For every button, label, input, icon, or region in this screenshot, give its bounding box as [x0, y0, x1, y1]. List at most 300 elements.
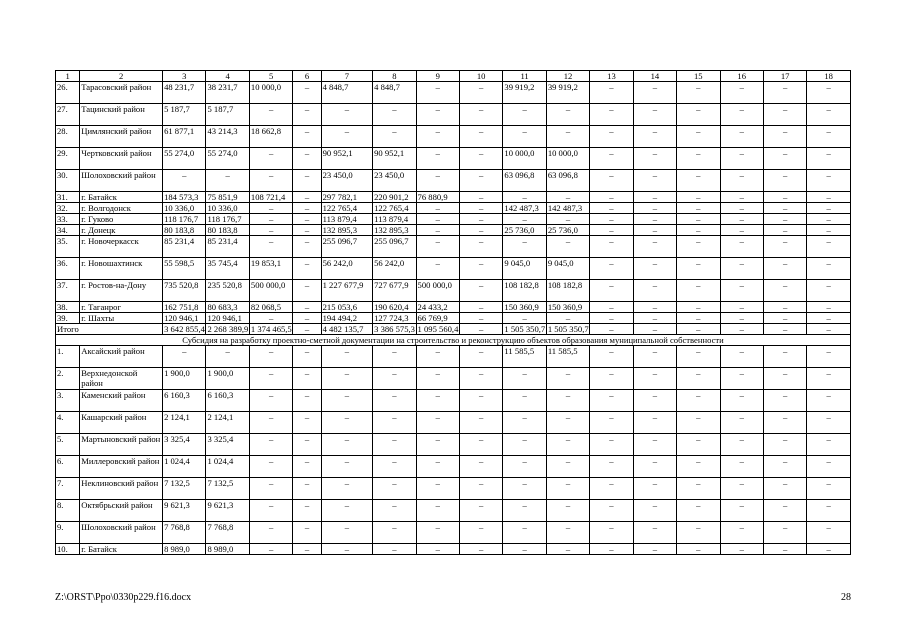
value-cell: – — [546, 192, 589, 203]
value-cell: – — [321, 500, 373, 522]
value-cell: – — [720, 225, 763, 236]
row-index: 32. — [56, 203, 80, 214]
value-cell: 85 231,4 — [163, 236, 206, 258]
value-cell: – — [590, 148, 633, 170]
value-cell: – — [416, 456, 459, 478]
value-cell: – — [459, 214, 502, 225]
value-cell: – — [677, 236, 720, 258]
value-cell: – — [807, 104, 851, 126]
territory-name: г. Батайск — [80, 544, 163, 555]
value-cell: – — [163, 170, 206, 192]
territory-name: г. Донецк — [80, 225, 163, 236]
value-cell: – — [807, 346, 851, 368]
value-cell: – — [293, 346, 321, 368]
value-cell: 132 895,3 — [321, 225, 373, 236]
value-cell: – — [321, 456, 373, 478]
value-cell: – — [633, 225, 676, 236]
value-cell: 1 095 560,4 — [417, 324, 459, 334]
value-cell: – — [807, 478, 851, 500]
value-cell: – — [633, 170, 676, 192]
value-cell: – — [503, 456, 546, 478]
value-cell: – — [321, 390, 373, 412]
territory-name: г. Новошахтинск — [80, 258, 163, 280]
value-cell: 10 000,0 — [249, 82, 292, 104]
column-number: 16 — [720, 71, 763, 82]
value-cell: – — [503, 544, 546, 555]
row-index: 6. — [56, 456, 80, 478]
table-row — [56, 522, 851, 544]
row-index: 8. — [56, 500, 80, 522]
value-cell: – — [633, 302, 676, 313]
value-cell: – — [249, 478, 292, 500]
value-cell: 118 176,7 — [206, 214, 249, 225]
value-cell: 6 160,3 — [206, 390, 249, 412]
value-cell: – — [807, 170, 851, 192]
value-cell: – — [590, 225, 633, 236]
row-index: 28. — [56, 126, 80, 148]
column-number: 5 — [249, 71, 292, 82]
column-number: 18 — [807, 71, 851, 82]
value-cell: – — [720, 456, 763, 478]
value-cell: 6 160,3 — [163, 390, 206, 412]
value-cell: – — [763, 500, 806, 522]
value-cell: – — [293, 434, 321, 456]
value-cell: 35 745,4 — [206, 258, 249, 280]
value-cell: 76 880,9 — [416, 192, 459, 203]
value-cell: 56 242,0 — [373, 258, 416, 280]
value-cell: – — [249, 225, 292, 236]
value-cell: – — [293, 302, 321, 313]
value-cell: – — [807, 500, 851, 522]
value-cell: – — [416, 104, 459, 126]
value-cell: 18 662,8 — [249, 126, 292, 148]
value-cell: 120 946,1 — [163, 313, 206, 324]
value-cell: – — [677, 225, 720, 236]
value-cell: – — [763, 126, 806, 148]
column-number: 2 — [80, 71, 163, 82]
table-row — [56, 500, 851, 522]
value-cell: – — [590, 170, 633, 192]
value-cell: – — [459, 390, 502, 412]
value-cell: 7 132,5 — [163, 478, 206, 500]
value-cell: – — [763, 104, 806, 126]
value-cell: – — [321, 434, 373, 456]
value-cell: – — [293, 203, 321, 214]
value-cell: 63 096,8 — [503, 170, 546, 192]
value-cell: 108 182,8 — [546, 280, 589, 302]
value-cell: – — [807, 390, 851, 412]
value-cell: – — [807, 280, 851, 302]
value-cell: – — [590, 126, 633, 148]
value-cell: – — [321, 346, 373, 368]
value-cell: 9 621,3 — [206, 500, 249, 522]
value-cell: – — [677, 82, 720, 104]
value-cell: – — [249, 203, 292, 214]
value-cell: – — [590, 412, 633, 434]
value-cell: – — [321, 478, 373, 500]
value-cell: – — [373, 544, 416, 555]
value-cell: – — [720, 258, 763, 280]
value-cell: – — [293, 170, 321, 192]
value-cell: 150 360,9 — [503, 302, 546, 313]
territory-name: Шолоховский район — [80, 170, 163, 192]
value-cell: 23 450,0 — [373, 170, 416, 192]
value-cell: 190 620,4 — [373, 302, 416, 313]
value-cell: – — [503, 368, 546, 390]
value-cell: – — [503, 214, 546, 225]
value-cell: – — [720, 390, 763, 412]
value-cell: – — [459, 148, 502, 170]
value-cell: – — [249, 434, 292, 456]
column-number: 15 — [677, 71, 720, 82]
value-cell: – — [503, 390, 546, 412]
value-cell: 3 325,4 — [163, 434, 206, 456]
value-cell: – — [416, 236, 459, 258]
value-cell: – — [720, 148, 763, 170]
value-cell: – — [503, 412, 546, 434]
table-row — [56, 192, 851, 203]
value-cell: 1 374 465,5 — [250, 324, 292, 334]
territory-name: Тарасовский район — [80, 82, 163, 104]
value-cell: – — [807, 368, 851, 390]
territory-name: Октябрьский район — [80, 500, 163, 522]
value-cell: – — [677, 456, 720, 478]
value-cell: – — [293, 412, 321, 434]
value-cell: 43 214,3 — [206, 126, 249, 148]
value-cell: – — [293, 258, 321, 280]
value-cell: – — [633, 478, 676, 500]
value-cell: – — [807, 302, 851, 313]
value-cell: – — [416, 225, 459, 236]
value-cell: – — [720, 203, 763, 214]
value-cell: – — [416, 82, 459, 104]
value-cell: 9 045,0 — [546, 258, 589, 280]
value-cell: – — [763, 456, 806, 478]
value-cell: – — [416, 368, 459, 390]
value-cell: 255 096,7 — [321, 236, 373, 258]
value-cell: – — [459, 522, 502, 544]
value-cell: – — [459, 170, 502, 192]
value-cell: – — [459, 258, 502, 280]
value-cell: 1 024,4 — [163, 456, 206, 478]
row-index: 9. — [56, 522, 80, 544]
value-cell: – — [720, 302, 763, 313]
value-cell: – — [677, 214, 720, 225]
table-row — [56, 170, 851, 192]
value-cell: 122 765,4 — [373, 203, 416, 214]
value-cell: – — [459, 104, 502, 126]
column-number: 10 — [459, 71, 502, 82]
value-cell: – — [546, 456, 589, 478]
value-cell: – — [293, 280, 321, 302]
value-cell: 142 487,3 — [503, 203, 546, 214]
value-cell: – — [807, 544, 851, 555]
value-cell: – — [459, 203, 502, 214]
value-cell: – — [459, 313, 502, 324]
value-cell: – — [720, 346, 763, 368]
value-cell: – — [373, 456, 416, 478]
column-number: 7 — [321, 71, 373, 82]
value-cell: – — [633, 148, 676, 170]
value-cell: – — [416, 434, 459, 456]
value-cell: – — [293, 148, 321, 170]
value-cell: – — [763, 390, 806, 412]
value-cell: – — [807, 434, 851, 456]
column-number: 9 — [416, 71, 459, 82]
value-cell: – — [459, 544, 502, 555]
value-cell: – — [633, 368, 676, 390]
table-row — [56, 126, 851, 148]
row-index: 34. — [56, 225, 80, 236]
value-cell: – — [807, 203, 851, 214]
value-cell: – — [720, 544, 763, 555]
value-cell: 80 183,8 — [206, 225, 249, 236]
value-cell: – — [763, 214, 806, 225]
value-cell: – — [546, 126, 589, 148]
value-cell: – — [163, 346, 206, 368]
value-cell: – — [720, 522, 763, 544]
row-index: 30. — [56, 170, 80, 192]
value-cell: – — [677, 126, 720, 148]
value-cell: 10 336,0 — [163, 203, 206, 214]
value-cell: – — [677, 500, 720, 522]
value-cell: 120 946,1 — [206, 313, 249, 324]
header-row — [56, 71, 851, 82]
column-number: 3 — [163, 71, 206, 82]
value-cell: – — [633, 236, 676, 258]
value-cell: – — [321, 126, 373, 148]
table-row — [56, 478, 851, 500]
value-cell: – — [206, 346, 249, 368]
value-cell: 113 879,4 — [373, 214, 416, 225]
value-cell: – — [416, 412, 459, 434]
territory-name: г. Новочеркасск — [80, 236, 163, 258]
value-cell: – — [373, 478, 416, 500]
total-label: Итого — [56, 324, 163, 335]
value-cell: – — [459, 456, 502, 478]
value-cell: – — [416, 478, 459, 500]
value-cell: 162 751,8 — [163, 302, 206, 313]
value-cell: – — [763, 522, 806, 544]
value-cell: 2 268 389,9 — [207, 324, 249, 334]
value-cell: – — [249, 522, 292, 544]
value-cell: – — [633, 412, 676, 434]
value-cell: – — [546, 478, 589, 500]
value-cell: – — [503, 126, 546, 148]
value-cell: – — [373, 522, 416, 544]
value-cell: 11 585,5 — [503, 346, 546, 368]
value-cell: 80 183,8 — [163, 225, 206, 236]
territory-name: Миллеровский район — [80, 456, 163, 478]
value-cell: 55 274,0 — [163, 148, 206, 170]
value-cell: – — [677, 192, 720, 203]
value-cell: – — [249, 148, 292, 170]
value-cell: – — [293, 544, 321, 555]
value-cell: – — [633, 522, 676, 544]
value-cell: 82 068,5 — [249, 302, 292, 313]
value-cell: 39 919,2 — [546, 82, 589, 104]
value-cell: – — [590, 368, 633, 390]
value-cell: 215 053,6 — [321, 302, 373, 313]
value-cell: – — [590, 82, 633, 104]
table-row — [56, 390, 851, 412]
value-cell: – — [763, 203, 806, 214]
value-cell: – — [459, 434, 502, 456]
value-cell: – — [677, 478, 720, 500]
value-cell: 9 045,0 — [503, 258, 546, 280]
row-index: 2. — [56, 368, 80, 390]
value-cell: – — [546, 313, 589, 324]
value-cell: 127 724,3 — [373, 313, 416, 324]
value-cell: 142 487,3 — [546, 203, 589, 214]
value-cell: – — [293, 500, 321, 522]
table-row — [56, 313, 851, 324]
value-cell: – — [677, 148, 720, 170]
row-index: 5. — [56, 434, 80, 456]
value-cell: – — [249, 214, 292, 225]
value-cell: 56 242,0 — [321, 258, 373, 280]
table-row — [56, 434, 851, 456]
table-row — [56, 148, 851, 170]
value-cell: 220 901,2 — [373, 192, 416, 203]
row-index: 7. — [56, 478, 80, 500]
value-cell: – — [206, 170, 249, 192]
territory-name: г. Волгодонск — [80, 203, 163, 214]
value-cell: – — [546, 544, 589, 555]
value-cell: – — [633, 456, 676, 478]
value-cell: – — [720, 500, 763, 522]
value-cell: 5 187,7 — [206, 104, 249, 126]
value-cell: 8 989,0 — [206, 544, 249, 555]
value-cell: 1 505 350,7 — [547, 324, 589, 334]
row-index: 4. — [56, 412, 80, 434]
value-cell: – — [763, 478, 806, 500]
value-cell: – — [249, 346, 292, 368]
value-cell: 1 900,0 — [206, 368, 249, 390]
value-cell: – — [373, 126, 416, 148]
value-cell: – — [459, 368, 502, 390]
value-cell: 4 848,7 — [373, 82, 416, 104]
value-cell: – — [677, 412, 720, 434]
value-cell: – — [293, 324, 321, 335]
value-cell: – — [590, 522, 633, 544]
value-cell: 108 721,4 — [249, 192, 292, 203]
value-cell: – — [321, 368, 373, 390]
value-cell: 9 621,3 — [163, 500, 206, 522]
value-cell: – — [677, 170, 720, 192]
value-cell: – — [763, 346, 806, 368]
value-cell: – — [459, 82, 502, 104]
table-row — [56, 456, 851, 478]
value-cell: – — [373, 412, 416, 434]
value-cell: – — [249, 544, 292, 555]
row-index: 27. — [56, 104, 80, 126]
value-cell: – — [763, 258, 806, 280]
value-cell: – — [720, 324, 763, 335]
territory-name: Аксайский район — [80, 346, 163, 368]
value-cell: – — [720, 170, 763, 192]
territory-name: Каменский район — [80, 390, 163, 412]
value-cell: – — [459, 225, 502, 236]
value-cell: – — [416, 214, 459, 225]
value-cell: – — [763, 148, 806, 170]
row-index: 10. — [56, 544, 80, 555]
value-cell: – — [503, 236, 546, 258]
value-cell: – — [633, 390, 676, 412]
value-cell: – — [546, 104, 589, 126]
value-cell: – — [720, 434, 763, 456]
value-cell: – — [459, 324, 502, 335]
value-cell: – — [590, 346, 633, 368]
value-cell: – — [633, 82, 676, 104]
value-cell: – — [416, 500, 459, 522]
value-cell: 2 124,1 — [206, 412, 249, 434]
value-cell: 80 683,3 — [206, 302, 249, 313]
value-cell: 118 176,7 — [163, 214, 206, 225]
value-cell: – — [416, 148, 459, 170]
value-cell: – — [720, 126, 763, 148]
column-number: 6 — [293, 71, 321, 82]
value-cell: – — [720, 478, 763, 500]
value-cell: – — [677, 258, 720, 280]
value-cell: – — [321, 412, 373, 434]
value-cell: – — [590, 313, 633, 324]
row-index: 35. — [56, 236, 80, 258]
row-index: 37. — [56, 280, 80, 302]
value-cell: 39 919,2 — [503, 82, 546, 104]
value-cell: 55 274,0 — [206, 148, 249, 170]
value-cell: – — [720, 192, 763, 203]
value-cell: – — [677, 368, 720, 390]
value-cell: – — [416, 170, 459, 192]
value-cell: – — [373, 500, 416, 522]
value-cell: – — [633, 324, 676, 335]
value-cell: – — [763, 434, 806, 456]
value-cell: 7 768,8 — [163, 522, 206, 544]
value-cell: – — [633, 203, 676, 214]
table-row — [56, 280, 851, 302]
value-cell: – — [373, 346, 416, 368]
value-cell: – — [807, 258, 851, 280]
row-index: 1. — [56, 346, 80, 368]
value-cell: – — [633, 544, 676, 555]
value-cell: 500 000,0 — [249, 280, 292, 302]
territory-name: г. Батайск — [80, 192, 163, 203]
table-row — [56, 346, 851, 368]
value-cell: 90 952,1 — [373, 148, 416, 170]
value-cell: 2 124,1 — [163, 412, 206, 434]
value-cell: – — [720, 214, 763, 225]
value-cell: – — [590, 280, 633, 302]
value-cell: 113 879,4 — [321, 214, 373, 225]
value-cell: – — [633, 126, 676, 148]
value-cell: – — [763, 302, 806, 313]
value-cell: – — [590, 214, 633, 225]
value-cell: – — [416, 544, 459, 555]
row-index: 36. — [56, 258, 80, 280]
value-cell: – — [590, 236, 633, 258]
value-cell: – — [763, 412, 806, 434]
territory-name: г. Ростов-на-Дону — [80, 280, 163, 302]
value-cell: – — [633, 192, 676, 203]
value-cell: – — [249, 368, 292, 390]
value-cell: – — [546, 236, 589, 258]
page-number: 28 — [841, 592, 851, 603]
footer-file-path: Z:\ORST\Ppo\0330p229.f16.docx — [55, 592, 192, 603]
table-row — [56, 236, 851, 258]
table-row — [56, 104, 851, 126]
table-row — [56, 203, 851, 214]
